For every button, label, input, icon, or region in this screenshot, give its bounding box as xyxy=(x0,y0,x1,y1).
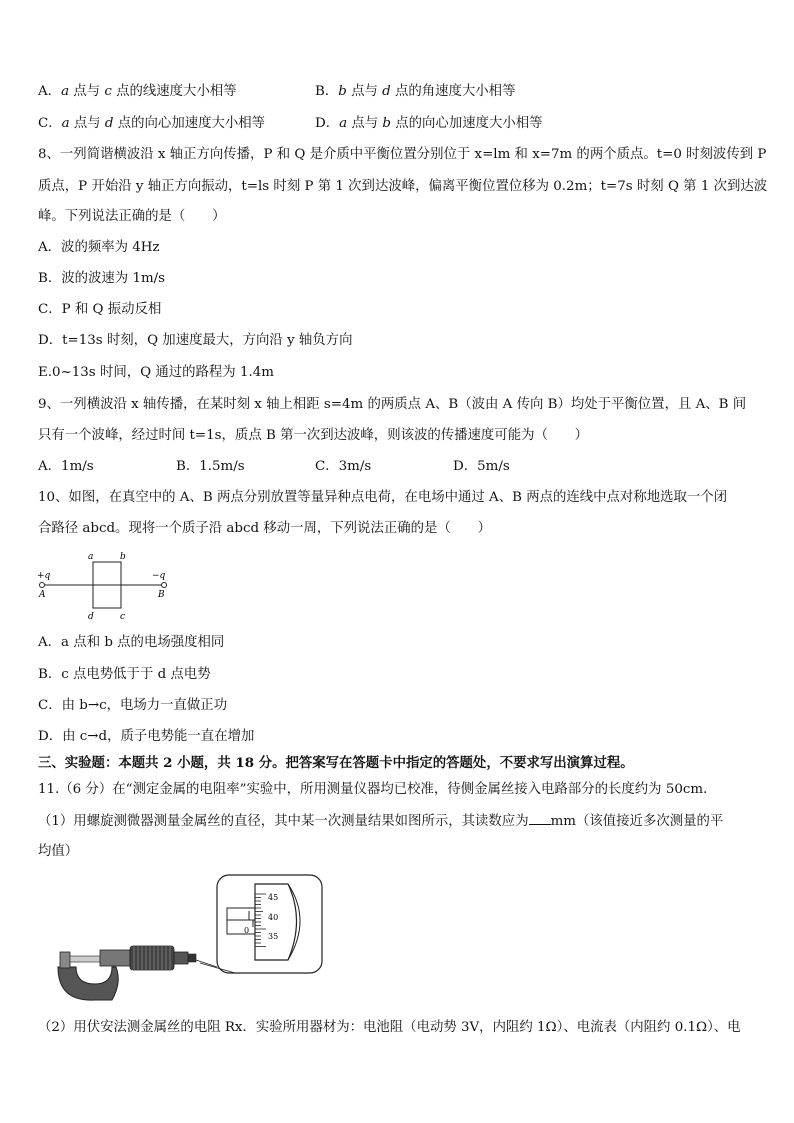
corner-a-label: a xyxy=(88,552,94,562)
thimble-label-40: 40 xyxy=(268,913,279,922)
q11-part1-line2: 均值） xyxy=(38,844,79,859)
q8-stem-line3: 峰。下列说法正确的是（ ） xyxy=(38,209,226,224)
ratchet xyxy=(174,952,188,964)
micrometer-thimble-body xyxy=(130,946,174,970)
q7-option-c: C．a 点与 d 点的向心加速度大小相等 xyxy=(38,116,266,131)
corner-b-label: b xyxy=(120,552,126,562)
q8-option-e: E.0~13s 时间，Q 通过的路程为 1.4m xyxy=(38,365,274,380)
q9-option-a: A．1m/s xyxy=(38,459,94,474)
corner-d-label: d xyxy=(88,612,94,622)
q8-option-d: D．t=13s 时刻，Q 加速度最大，方向沿 y 轴负方向 xyxy=(38,333,353,348)
charge-b-point xyxy=(162,583,167,588)
thimble-label-45: 45 xyxy=(268,893,279,902)
sleeve-zero-label: 0 xyxy=(244,926,250,935)
q10-option-b: B．c 点电势低于于 d 点电势 xyxy=(38,667,211,682)
q10-option-d: D．由 c→d，质子电势能一直在增加 xyxy=(38,729,255,744)
micrometer-sleeve-body xyxy=(100,950,130,966)
charge-a-point xyxy=(40,583,45,588)
answer-blank xyxy=(529,812,551,825)
sleeve xyxy=(227,908,255,934)
thimble-label-35: 35 xyxy=(268,932,279,941)
q10-stem-line2: 合路径 abcd。现将一个质子沿 abcd 移动一周，下列说法正确的是（ ） xyxy=(38,521,491,536)
q7-option-d: D．a 点与 b 点的向心加速度大小相等 xyxy=(315,116,543,131)
q8-stem-line2: 质点，P 开始沿 y 轴正方向振动，t=ls 时刻 P 第 1 次到达波峰，偏离平衡位置位移为 0.2m；t=7s 时刻 Q 第 1 次到达波 xyxy=(38,179,768,194)
charge-minus-label: −q xyxy=(152,571,166,581)
q9-stem-line2: 只有一个波峰，经过时间 t=1s，质点 B 第一次到达波峰，则该波的传播速度可能为（ ） xyxy=(38,428,589,443)
q9-option-b: B．1.5m/s xyxy=(176,459,245,474)
q8-option-c: C．P 和 Q 振动反相 xyxy=(38,302,162,317)
section-3-heading: 三、实验题：本题共 2 小题，共 18 分。把答案写在答题卡中指定的答题处，不要求写出演算过程。 xyxy=(38,755,634,771)
q11-part2-line: （2）用伏安法测金属丝的电阻 Rx．实验所用器材为：电池阻（电动势 3V，内阻约 1Ω）、电流表（内阻约 0.1Ω）、电 xyxy=(38,1020,741,1035)
q9-option-c: C．3m/s xyxy=(315,459,372,474)
ratchet-knob xyxy=(188,954,196,962)
q11-part1-line: （1）用螺旋测微器测量金属丝的直径，其中某一次测量结果如图所示，其读数应为 mm（该值接近多次测量的平 xyxy=(38,814,724,829)
spindle xyxy=(70,956,100,962)
charge-plus-label: +q xyxy=(37,571,51,581)
q8-option-a: A．波的频率为 4Hz xyxy=(38,240,160,255)
anvil xyxy=(60,952,70,968)
corner-c-label: c xyxy=(120,612,126,622)
q8-stem-line1: 8、一列简谐横波沿 x 轴正方向传播，P 和 Q 是介质中平衡位置分别位于 x=lm 和 x=7m 的两个质点。t=0 时刻波传到 P xyxy=(38,147,767,162)
micrometer-figure xyxy=(50,872,325,1010)
micrometer-frame xyxy=(58,967,118,1000)
q11-stem-line1: 11.（6 分）在“测定金属的电阻率”实验中，所用测量仪器均已校准，待侧金属丝接入电路部分的长度约为 50cm. xyxy=(38,782,708,797)
q10-option-c: C．由 b→c，电场力一直做正功 xyxy=(38,698,228,713)
point-b-capital-label: B xyxy=(158,590,165,600)
q10-stem-line1: 10、如图，在真空中的 A、B 两点分别放置等量异种点电荷，在电场中通过 A、B 两点的连线中点对称地选取一个闭 xyxy=(38,490,728,505)
q8-option-b: B．波的波速为 1m/s xyxy=(38,271,166,286)
q10-charge-diagram xyxy=(36,550,176,622)
q10-option-a: A．a 点和 b 点的电场强度相同 xyxy=(38,635,225,650)
point-a-capital-label: A xyxy=(39,590,46,600)
q7-option-b: B．b 点与 d 点的角速度大小相等 xyxy=(315,84,516,99)
q9-option-d: D．5m/s xyxy=(453,459,510,474)
q9-stem-line1: 9、一列横波沿 x 轴传播，在某时刻 x 轴上相距 s=4m 的两质点 A、B（波由 A 传向 B）均处于平衡位置，且 A、B 间 xyxy=(38,397,747,412)
q7-option-a: A．a 点与 c 点的线速度大小相等 xyxy=(38,84,237,99)
